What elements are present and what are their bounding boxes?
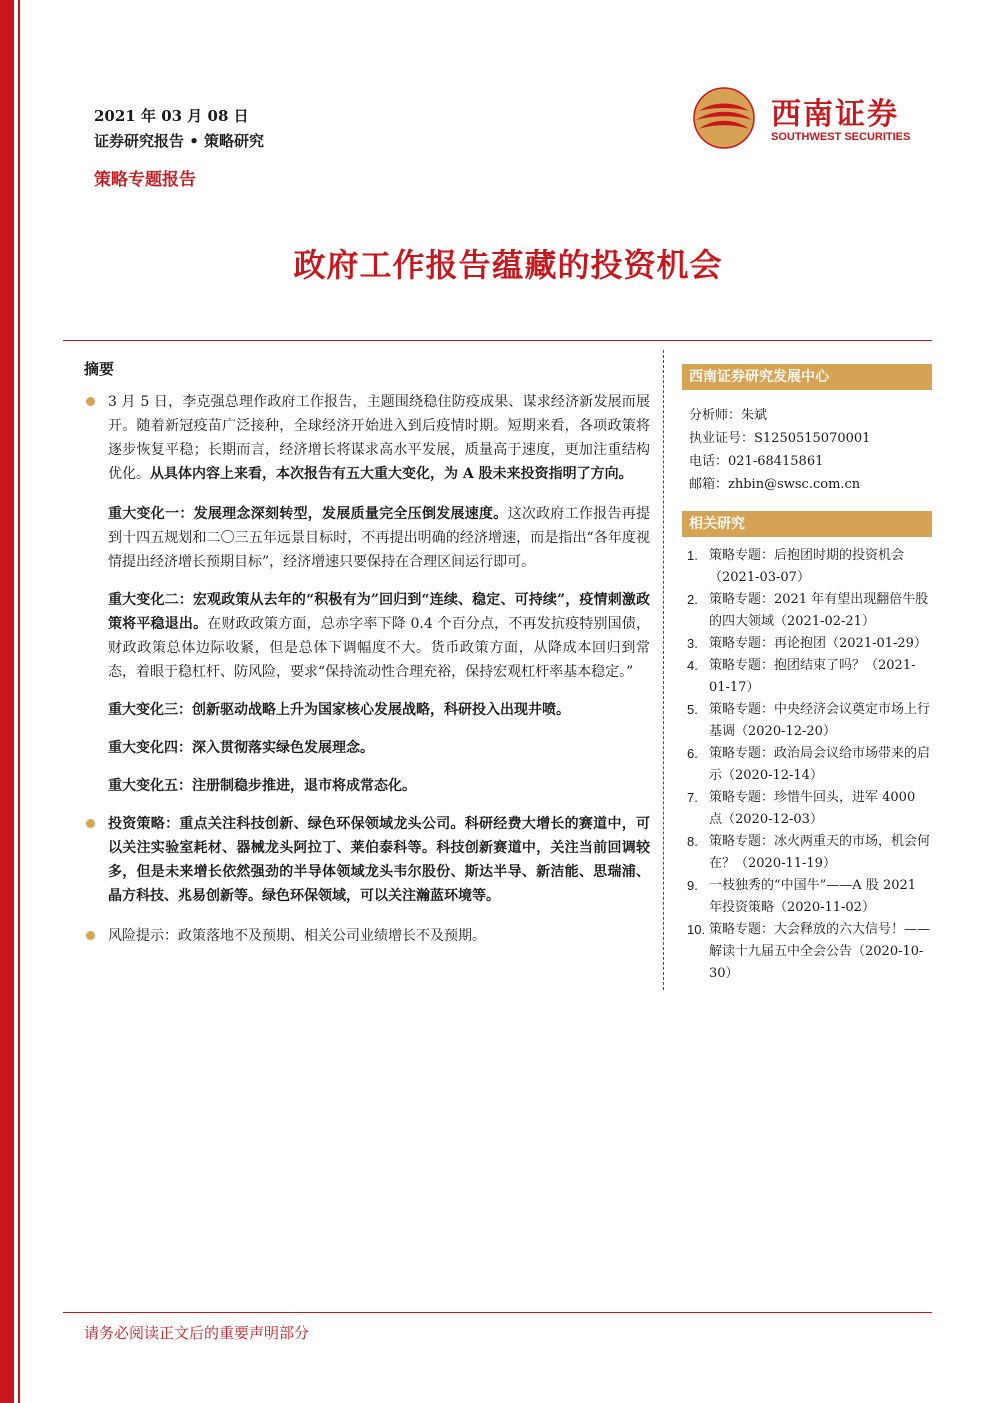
list-item[interactable] — [682, 875, 932, 919]
list-item-text: 策略专题：冰火两重天的市场，机会何在？（2020-11-19） — [709, 834, 931, 871]
list-item-number: 9. — [687, 878, 698, 893]
list-item-text: 策略专题：再论抱团（2021-01-29） — [709, 636, 927, 651]
logo-emblem-icon — [693, 87, 755, 149]
abstract-text-bold: 从具体内容上来看，本次报告有五大重大变化，为 A 股未来投资指明了方向。 — [150, 466, 633, 482]
footer-disclaimer: 请务必阅读正文后的重要声明部分 — [84, 1324, 310, 1342]
list-item[interactable] — [682, 919, 932, 985]
report-category: 策略专题报告 — [94, 170, 196, 190]
list-item-number: 10. — [687, 922, 706, 937]
list-item-number: 2. — [687, 592, 698, 607]
list-item-text: 策略专题：中央经济会议奠定市场上行基调（2020-12-20） — [709, 702, 931, 739]
footer-divider — [63, 1312, 932, 1313]
report-type: 证券研究报告 • 策略研究 — [94, 132, 265, 150]
bullet-dot-icon — [86, 931, 95, 940]
list-item[interactable] — [682, 589, 932, 633]
left-accent-bar — [0, 0, 14, 1403]
list-item[interactable] — [682, 787, 932, 831]
change-two-heading: 重大变化二：宏观政策从去年的“积极有为”回归到“连续、稳定、可持续”，疫情刺激政策将平稳退出。 — [108, 592, 650, 632]
analyst-email: 邮箱：zhbin@swsc.com.cn — [689, 477, 861, 492]
list-item-text: 策略专题：后抱团时期的投资机会（2021-03-07） — [709, 548, 905, 585]
list-item[interactable] — [682, 699, 932, 743]
list-item-number: 3. — [687, 636, 698, 651]
analyst-name: 分析师：朱斌 — [689, 408, 768, 423]
list-item[interactable] — [682, 743, 932, 787]
change-four — [84, 736, 650, 760]
change-three — [84, 698, 650, 722]
bullet-dot-icon — [86, 819, 95, 828]
list-item[interactable] — [682, 545, 932, 589]
list-item-number: 4. — [687, 658, 698, 673]
change-three-heading: 重大变化三：创新驱动战略上升为国家核心发展战略，科研投入出现井喷。 — [108, 702, 570, 718]
abstract-text: 3 月 5 日，李克强总理作政府工作报告，主题围绕稳住防疫成果、谋求经济新发展而展开。随着新冠疫苗广泛接种，全球经济开始进入到后疫情时期。短期来看，各项政策将逐步恢复平稳；长期而言，经济增长将谋求高水平发展，质量高于速度，更加注重结构优化。 — [108, 394, 650, 482]
abstract-heading: 摘要 — [84, 360, 115, 378]
related-research-title: 相关研究 — [682, 511, 932, 537]
list-item-number: 7. — [687, 790, 698, 805]
change-one-text: 这次政府工作报告再提到十四五规划和二〇三五年远景目标时，不再提出明确的经济增速，而是指出“各年度视情提出经济增长预期目标”，经济增速只要保持在合理区间运行即可。 — [108, 506, 651, 570]
list-item-text: 策略专题：大会释放的六大信号！——解读十九届五中全会公告（2020-10-30） — [709, 922, 931, 981]
list-item-number: 6. — [687, 746, 698, 761]
logo-name-en: SOUTHWEST SECURITIES — [771, 131, 911, 143]
research-center-title: 西南证券研究发展中心 — [682, 364, 932, 390]
investment-strategy — [84, 812, 650, 908]
list-item-text: 策略专题：珍惜牛回头，进军 4000 点（2020-12-03） — [709, 790, 916, 827]
list-item[interactable] — [682, 655, 932, 699]
list-item-number: 5. — [687, 702, 698, 717]
change-two-text: 在财政政策方面，总赤字率下降 0.4 个百分点，不再发抗疫特别国债，财政政策总体边际收紧，但是总体下调幅度不大。货币政策方面，从降成本回归到常态，着眼于稳杠杆、防风险，要求“保持流动性合理充裕，保持宏观杠杆率基本稳定。” — [108, 616, 650, 680]
sidebar — [682, 364, 932, 985]
title-divider — [63, 340, 932, 341]
list-item-number: 1. — [687, 548, 698, 563]
change-one — [84, 502, 650, 574]
list-item[interactable] — [682, 831, 932, 875]
logo-name-cn: 西南证券 — [771, 97, 899, 132]
column-divider — [663, 350, 665, 990]
company-logo — [693, 87, 933, 151]
analyst-license: 执业证号：S1250515070001 — [689, 431, 871, 446]
list-item-text: 策略专题：抱团结束了吗？（2021-01-17） — [709, 658, 916, 695]
list-item-text: 策略专题：政治局会议给市场带来的启示（2020-12-14） — [709, 746, 931, 783]
bullet-dot-icon — [86, 397, 95, 406]
analyst-phone: 电话：021-68415861 — [689, 454, 824, 469]
left-accent-line — [18, 0, 20, 1403]
analyst-info — [682, 390, 932, 496]
investment-strategy-text: 投资策略：重点关注科技创新、绿色环保领域龙头公司。科研经费大增长的赛道中，可以关注实验室耗材、器械龙头阿拉丁、莱伯泰科等。科技创新赛道中，关注当前回调较多，但是未来增长依然强劲的半导体领域龙头韦尔股份、斯达半导、新洁能、思瑞浦、晶方科技、兆易创新等。绿色环保领域，可以关注瀚蓝环境等。 — [108, 816, 650, 904]
page-title: 政府工作报告蕴藏的投资机会 — [293, 246, 723, 284]
risk-warning — [84, 924, 650, 948]
change-one-heading: 重大变化一：发展理念深刻转型，发展质量完全压倒发展速度。 — [108, 506, 508, 522]
report-date: 2021 年 03 月 08 日 — [94, 107, 249, 125]
list-item-number: 8. — [687, 834, 698, 849]
change-two — [84, 588, 650, 684]
list-item[interactable] — [682, 633, 932, 655]
abstract-paragraph — [84, 390, 650, 486]
risk-warning-text: 风险提示：政策落地不及预期、相关公司业绩增长不及预期。 — [108, 928, 486, 944]
change-five — [84, 774, 650, 798]
related-research-list — [682, 537, 932, 985]
abstract-body — [84, 390, 650, 964]
list-item-text: 策略专题：2021 年有望出现翻倍牛股的四大领域（2021-02-21） — [709, 592, 929, 629]
change-four-heading: 重大变化四：深入贯彻落实绿色发展理念。 — [108, 740, 374, 756]
change-five-heading: 重大变化五：注册制稳步推进，退市将成常态化。 — [108, 778, 416, 794]
list-item-text: 一枝独秀的“中国牛”——A 股 2021 年投资策略（2020-11-02） — [709, 878, 917, 915]
